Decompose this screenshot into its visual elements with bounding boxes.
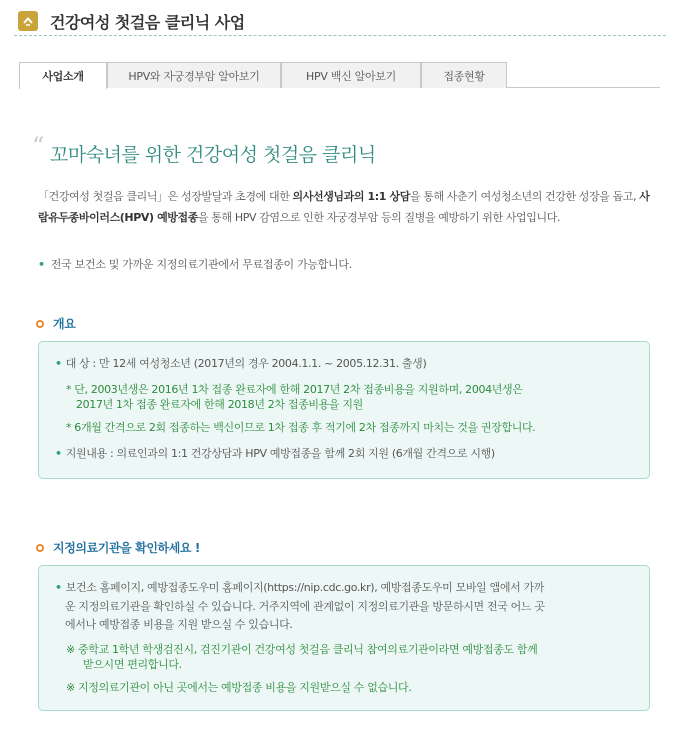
clinics-info-line-1 [55,580,544,595]
page-header [14,6,666,36]
page-title: 건강여성 첫걸음 클리닉 사업 [50,12,245,32]
title-divider [14,35,666,36]
intro-text: 「건강여성 첫걸음 클리닉」은 성장발달과 초경에 대한 [38,190,293,203]
intro-emphasis-vaccine: 사람유두종바이러스(HPV) 예방접종 [38,190,650,224]
tab-bar [19,62,660,88]
intro-text: 을 통해 HPV 감염으로 인한 자궁경부암 등의 질병을 예방하기 위한 사업입니다. [197,211,561,224]
clinics-note-1: ※ 중학교 1학년 학생검진시, 검진기관이 건강여성 첫걸음 클리닉 참여의료기관이라면 예방접종도 함께 [66,643,538,656]
overview-heading [36,315,75,332]
overview-target [55,356,426,371]
tab-hpv-vaccine[interactable]: HPV 백신 알아보기 [281,62,421,88]
quote-mark: “ [32,132,45,160]
clinics-box [38,565,650,711]
bullet-icon: • [55,357,62,370]
overview-target-text: 대 상 : 만 12세 여성청소년 (2017년의 경우 2004.1.1. ~ 2005.12.31. 출생) [65,357,427,370]
bullet-icon: • [55,581,62,594]
clinics-info-text: 보건소 홈페이지, 예방접종도우미 홈페이지(https://nip.cdc.go.kr), 예방접종도우미 모바일 앱에서 가까 [65,581,545,594]
clinics-heading [36,539,200,556]
overview-note-2: * 6개월 간격으로 2회 접종하는 백신이므로 1차 접종 후 적기에 2차 접종까지 마치는 것을 권장합니다. [66,421,536,434]
overview-heading-text: 개요 [53,317,76,331]
clinics-note-2: ※ 지정의료기관이 아닌 곳에서는 예방접종 비용을 지원받으실 수 없습니다. [66,681,412,694]
overview-support-text: 지원내용 : 의료인과의 1:1 건강상담과 HPV 예방접종을 함께 2회 지원 (6개월 간격으로 시행) [65,447,495,460]
clinics-info-line-3: 에서나 예방접종 비용을 지원 받으실 수 있습니다. [65,618,293,631]
overview-box [38,341,650,479]
free-vaccination-note [38,256,352,272]
clinics-info-line-2: 운 지정의료기관을 확인하실 수 있습니다. 거주지역에 관계없이 지정의료기관을 방문하시면 전국 어느 곳 [65,600,545,613]
intro-paragraph [38,186,658,228]
hero-title: 꼬마숙녀를 위한 건강여성 첫걸음 클리닉 [50,144,376,166]
tab-intro[interactable]: 사업소개 [19,62,107,89]
intro-emphasis-consult: 의사선생님과의 1:1 상담 [292,190,410,203]
overview-support [55,446,495,461]
tab-hpv-cervical-cancer[interactable]: HPV와 자궁경부암 알아보기 [107,62,281,88]
intro-text: 을 통해 사춘기 여성청소년의 건강한 성장을 돕고, [409,190,640,203]
tab-vaccination-status[interactable]: 접종현황 [421,62,507,88]
overview-note-1-cont: 2017년 1차 접종 완료자에 한해 2018년 2차 접종비용을 지원 [76,398,363,411]
overview-note-1: * 단, 2003년생은 2016년 1차 접종 완료자에 한해 2017년 2차 접종비용을 지원하며, 2004년생은 [66,383,523,396]
circle-bullet-icon [36,320,44,328]
clinics-heading-text: 지정의료기관을 확인하세요 ! [53,541,200,555]
circle-bullet-icon [36,544,44,552]
chevron-up-icon [18,11,38,31]
bullet-icon: • [55,447,62,460]
bullet-icon: • [38,258,45,271]
clinics-note-1-cont: 받으시면 편리합니다. [83,658,182,671]
free-vaccination-text: 전국 보건소 및 가까운 지정의료기관에서 무료접종이 가능합니다. [50,258,352,271]
